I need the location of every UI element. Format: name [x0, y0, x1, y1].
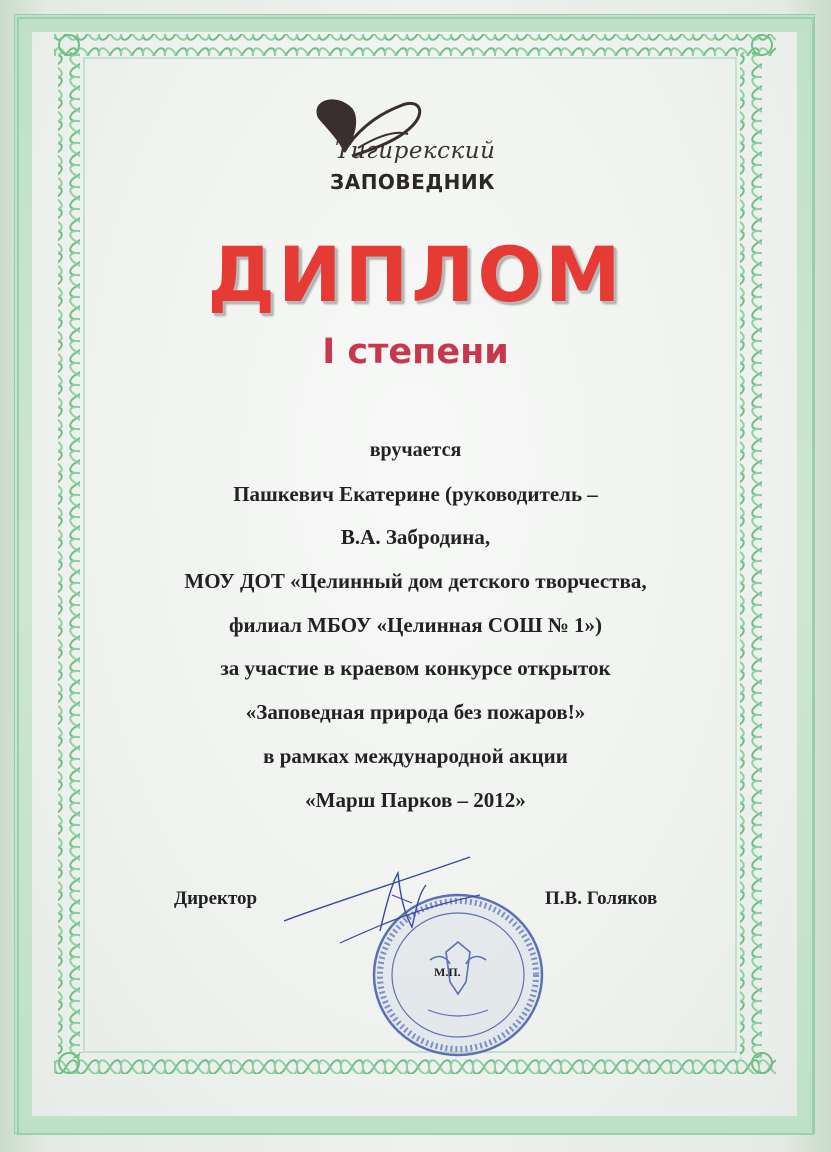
- logo-script-text: Тигирекский: [335, 138, 496, 164]
- signature-scribble: [280, 855, 480, 945]
- diploma-degree: I степени: [322, 332, 509, 372]
- award-line: за участие в краевом конкурсе открыток: [220, 656, 611, 681]
- stamp-mark: М.П.: [434, 965, 461, 979]
- diploma-title: ДИПЛОМ: [207, 230, 624, 319]
- logo-word-text: ЗАПОВЕДНИК: [330, 170, 495, 194]
- award-line: МОУ ДОТ «Целинный дом детского творчества,: [184, 569, 647, 594]
- award-line: «Марш Парков – 2012»: [305, 787, 526, 812]
- award-line: В.А. Забродина,: [340, 525, 491, 550]
- award-line: в рамках международной акции: [263, 743, 568, 768]
- award-line: вручается: [369, 439, 462, 461]
- signature-name: П.В. Голяков: [545, 888, 658, 909]
- signature-role: Директор: [174, 888, 258, 909]
- award-line: филиал МБОУ «Целинная СОШ № 1»): [228, 612, 603, 637]
- award-text: [60, 437, 771, 830]
- award-line: «Заповедная природа без пожаров!»: [245, 700, 586, 725]
- award-line: Пашкевич Екатерине (руководитель –: [233, 481, 598, 506]
